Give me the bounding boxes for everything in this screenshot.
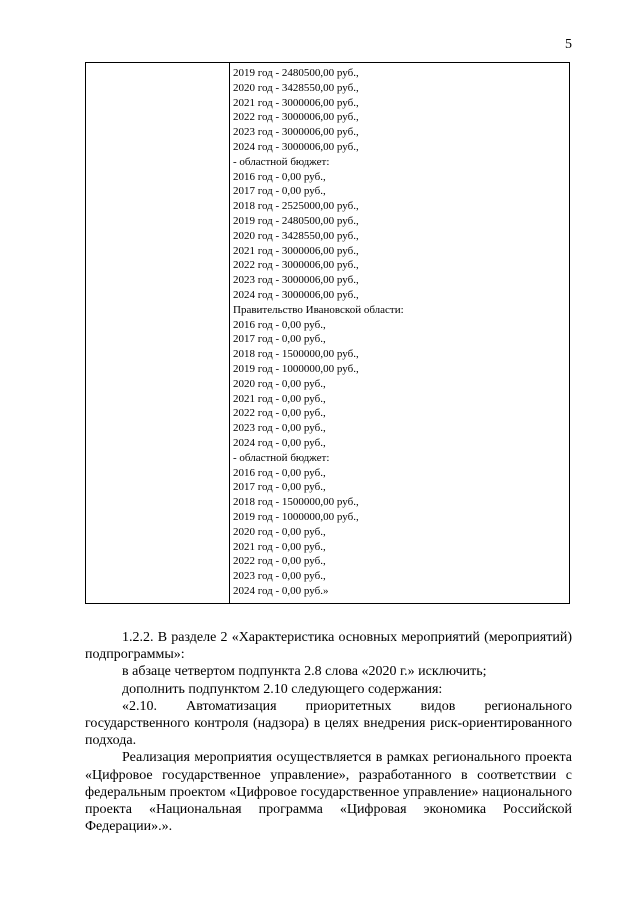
- table-line: 2021 год - 0,00 руб.,: [233, 392, 326, 405]
- table-line: 2016 год - 0,00 руб.,: [233, 318, 326, 331]
- table-line: 2022 год - 0,00 руб.,: [233, 555, 326, 568]
- table-line: 2017 год - 0,00 руб.,: [233, 185, 326, 198]
- table-line: 2022 год - 3000006,00 руб.,: [233, 259, 359, 272]
- financing-table: [85, 62, 570, 604]
- table-line: 2023 год - 3000006,00 руб.,: [233, 126, 359, 139]
- table-line: 2019 год - 2480500,00 руб.,: [233, 67, 359, 79]
- table-left-cell: [86, 63, 229, 603]
- table-line: 2024 год - 3000006,00 руб.,: [233, 140, 359, 153]
- table-line: 2023 год - 0,00 руб.,: [233, 570, 326, 583]
- table-line: 2017 год - 0,00 руб.,: [233, 333, 326, 346]
- table-line: 2019 год - 2480500,00 руб.,: [233, 214, 359, 227]
- table-line: 2021 год - 3000006,00 руб.,: [233, 244, 359, 257]
- page-number: 5: [565, 37, 572, 52]
- table-line: 2018 год - 1500000,00 руб.,: [233, 348, 359, 361]
- table-line: 2019 год - 1000000,00 руб.,: [233, 510, 359, 523]
- table-line: 2016 год - 0,00 руб.,: [233, 170, 326, 183]
- table-line: 2020 год - 0,00 руб.,: [233, 525, 326, 538]
- paragraph-implementation: Реализация мероприятия осуществляется в рамках регионального проекта «Цифровое государственное управление», разработанного в соответствии с федеральным проектом «Цифровое государственное управление» национального проекта «Национальная программа «Цифровая экономика Российской Федерации».».: [85, 750, 572, 835]
- table-line: Правительство Ивановской области:: [233, 303, 404, 316]
- document-body: [85, 629, 572, 835]
- table-line: 2024 год - 0,00 руб.,: [233, 436, 326, 449]
- table-line: 2016 год - 0,00 руб.,: [233, 466, 326, 479]
- table-line: 2020 год - 0,00 руб.,: [233, 377, 326, 390]
- table-line: 2024 год - 0,00 руб.»: [233, 584, 329, 597]
- paragraph-clause-2-10-text: «2.10. Автоматизация приоритетных видов регионального государственного контроля (надзора) в целях внедрения риск-ориентированного подхода.: [85, 698, 572, 749]
- table-line: 2022 год - 0,00 руб.,: [233, 407, 326, 420]
- paragraph-section-2-amendment: 1.2.2. В разделе 2 «Характеристика основных мероприятий (мероприятий) подпрограммы»:: [85, 630, 572, 663]
- table-line: - областной бюджет:: [233, 155, 330, 168]
- table-line: 2020 год - 3428550,00 руб.,: [233, 81, 359, 94]
- table-line: 2021 год - 3000006,00 руб.,: [233, 96, 359, 109]
- table-line: 2017 год - 0,00 руб.,: [233, 481, 326, 494]
- table-line: 2023 год - 0,00 руб.,: [233, 422, 326, 435]
- table-line: 2022 год - 3000006,00 руб.,: [233, 111, 359, 124]
- table-line: 2023 год - 3000006,00 руб.,: [233, 274, 359, 287]
- table-line: 2024 год - 3000006,00 руб.,: [233, 288, 359, 301]
- table-line: 2018 год - 2525000,00 руб.,: [233, 200, 359, 213]
- table-column-divider: [229, 63, 230, 603]
- paragraph-add-clause-2-10: дополнить подпунктом 2.10 следующего содержания:: [122, 681, 443, 697]
- table-line: 2020 год - 3428550,00 руб.,: [233, 229, 359, 242]
- paragraph-clause-2-8: в абзаце четвертом подпункта 2.8 слова «2020 г.» исключить;: [122, 664, 487, 680]
- table-line: 2018 год - 1500000,00 руб.,: [233, 496, 359, 509]
- table-line: 2019 год - 1000000,00 руб.,: [233, 362, 359, 375]
- table-line: 2021 год - 0,00 руб.,: [233, 540, 326, 553]
- table-right-cell: [233, 66, 565, 603]
- table-line: - областной бюджет:: [233, 451, 330, 464]
